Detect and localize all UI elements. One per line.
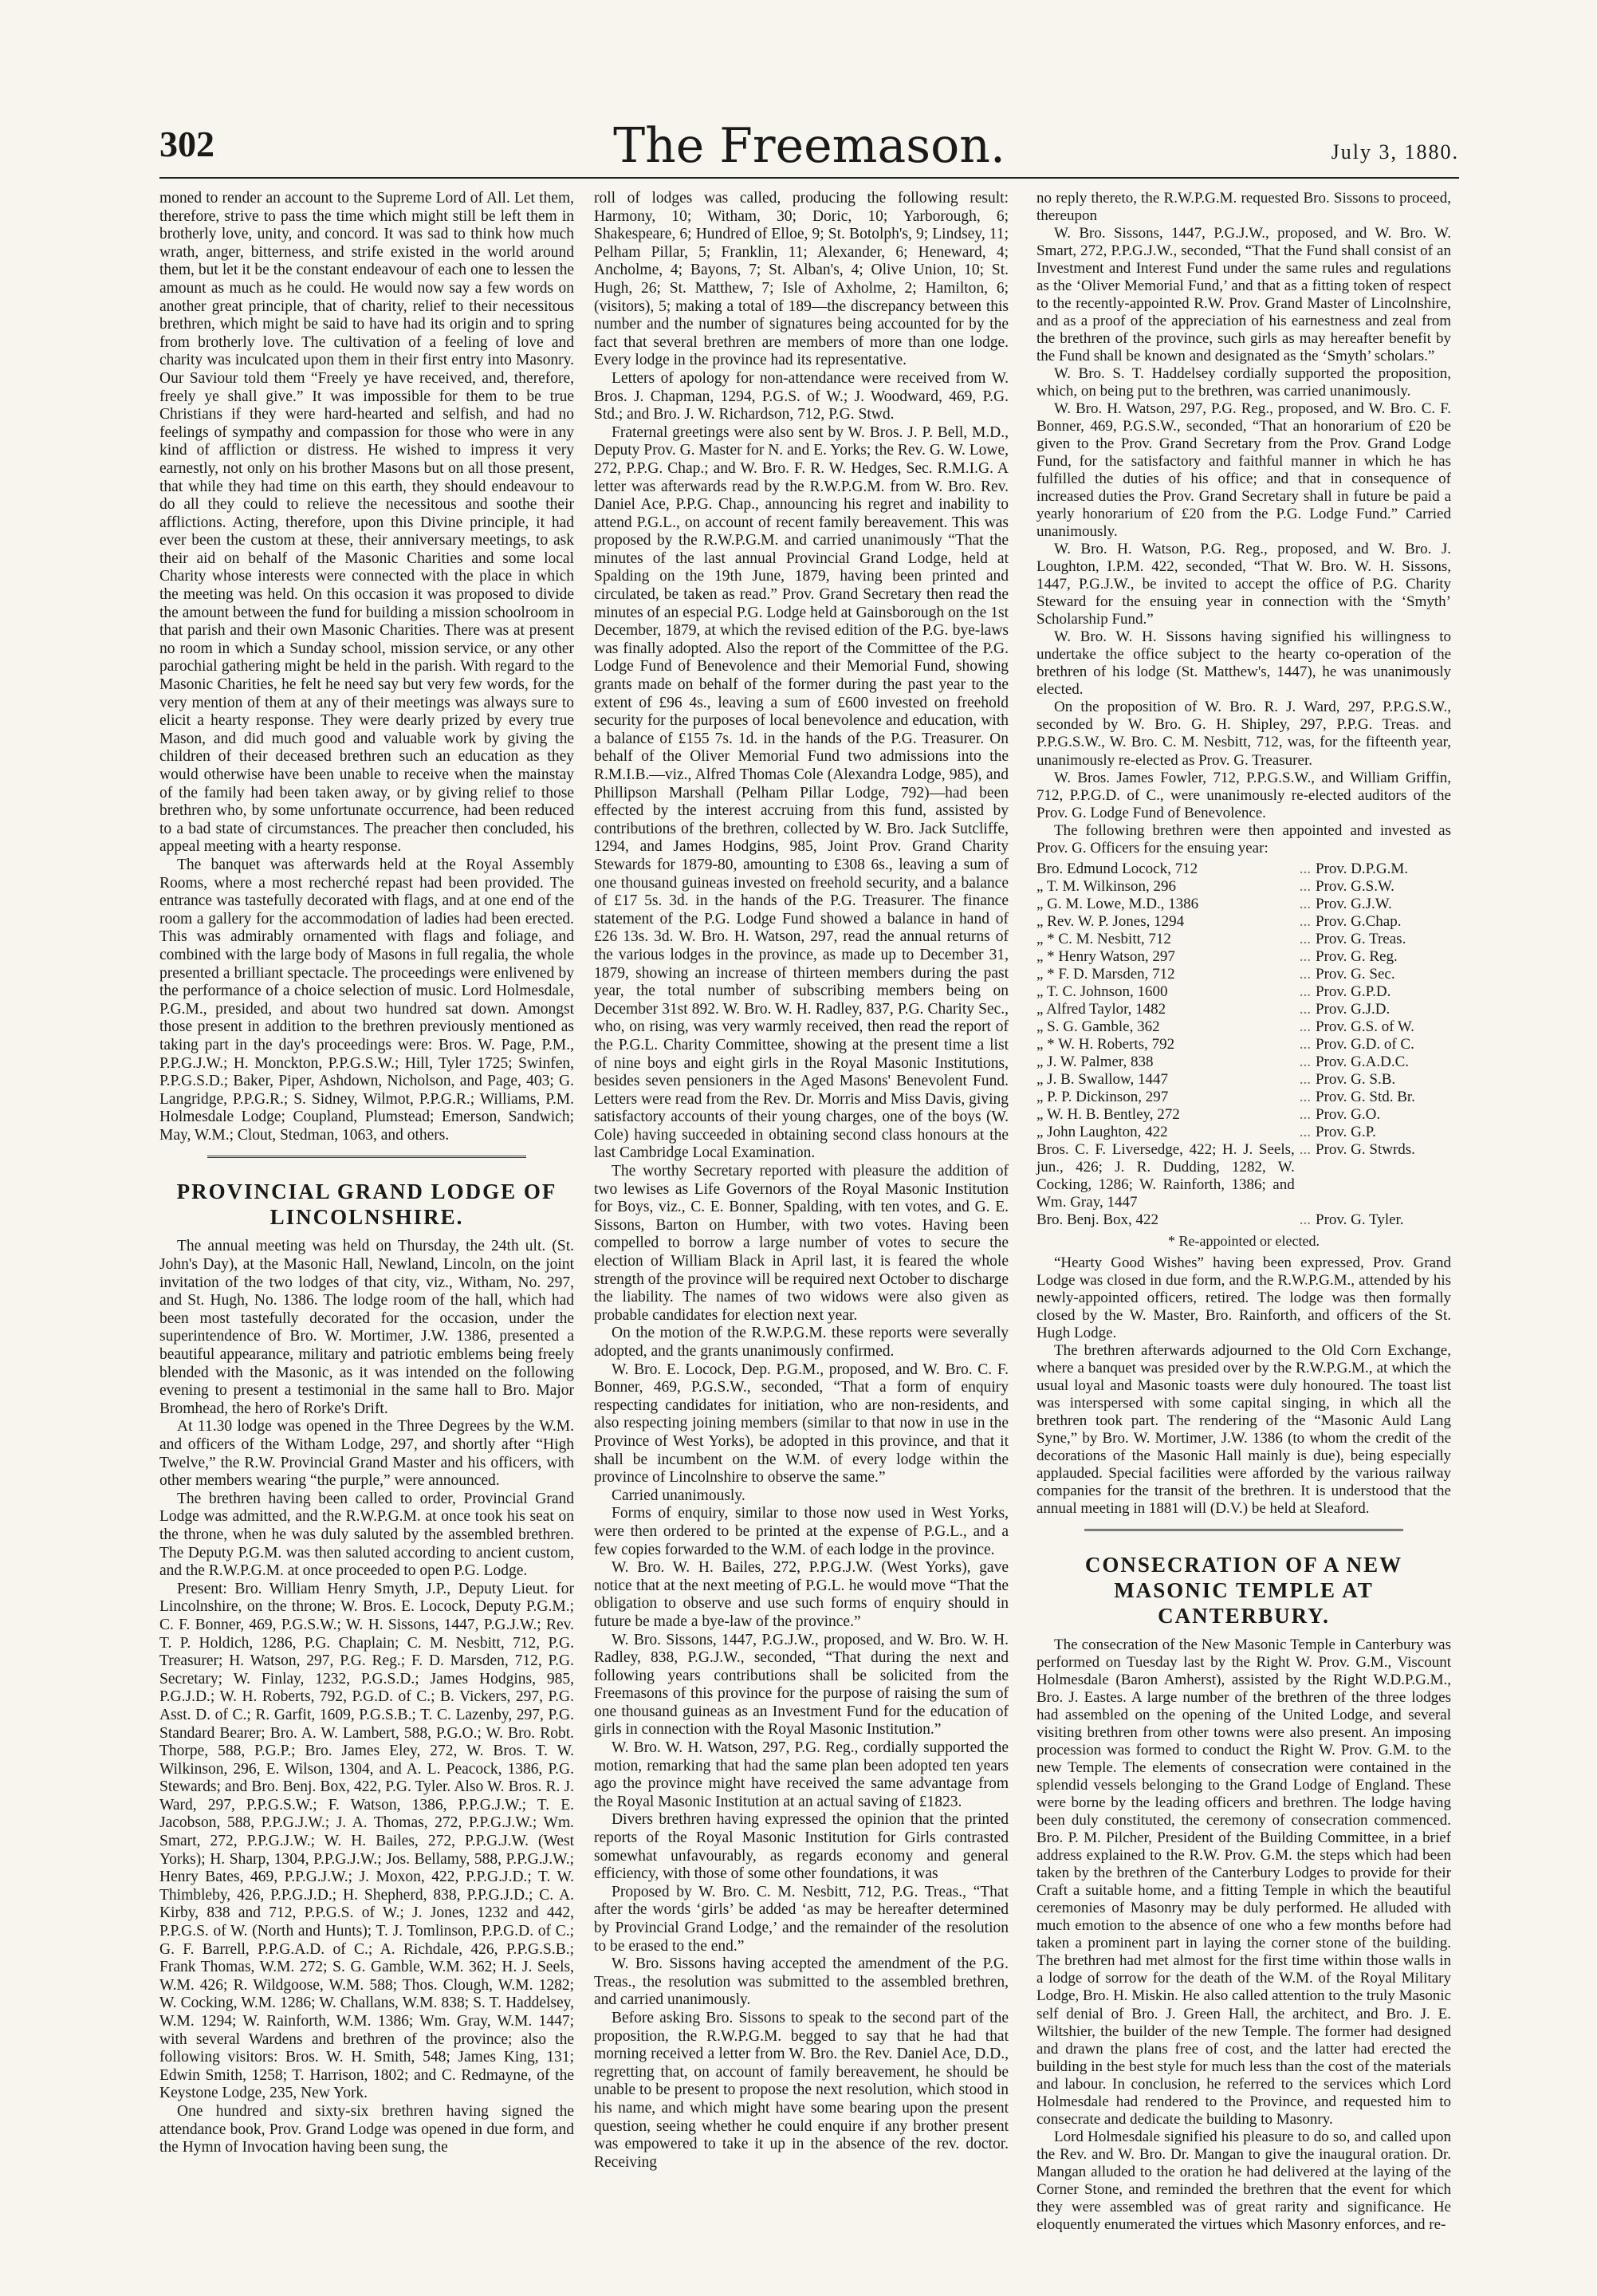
paragraph: W. Bro. Sissons, 1447, P.G.J.W., proposed, and W. Bro. W. H. Radley, 838, P.G.J.W., seconded, “That during the next and following years contributions shall be solicited from the Freemasons of this province for the purpose of raising the sum of one thousand guineas as an Investment Fund for the education of girls in connection with the Royal Masonic Institution.” — [594, 1631, 1009, 1739]
officers-footnote: * Re-appointed or elected. — [1168, 1232, 1320, 1249]
paragraph: “Hearty Good Wishes” having been expressed, Prov. Grand Lodge was closed in due form, and the R.W.P.G.M., attended by his newly-appointed officers, retired. The lodge was then formally closed by the W. Master, Bro. Rainforth, and officers of the St. Hugh Lodge. — [1036, 1254, 1451, 1341]
officer-office: Prov. G.J.W. — [1316, 895, 1392, 912]
column-3 — [1036, 190, 1451, 2234]
officer-office: Prov. G. Tyler. — [1316, 1211, 1404, 1228]
paragraph: W. Bro. S. T. Haddelsey cordially supported the proposition, which, on being put to the brethren, was carried unanimously. — [1036, 365, 1451, 400]
officer-row — [1036, 1036, 1451, 1053]
paragraph: The banquet was afterwards held at the Royal Assembly Rooms, where a most recherché repast had been provided. The entrance was tastefully decorated with flags, and at one end of the room a gallery for the accommodation of ladies had been erected. This was admirably ornamented with flags and foliage, and combined with the large body of Masons in full regalia, the whole presented a brilliant spectacle. The proceedings were enlivened by the performance of a choice selection of music. Lord Holmesdale, P.G.M., presided, and about two hundred sat down. Amongst those present in addition to the brethren previously mentioned as taking part in the day's proceedings were: Bros. W. Page, P.M., P.P.G.J.W.; H. Monckton, P.P.G.S.W.; Hill, Tyler 1725; Swinfen, P.P.G.S.D.; Baker, Piper, Ashdown, Nicholson, and Page, 403; G. Langridge, P.P.G.R.; S. Sidney, Wilmot, P.P.G.R.; Williams, P.M. Holmesdale Lodge; Coupland, Plumstead; Emerson, Sandwich; May, W.M.; Clout, Stedman, 1063, and others. — [159, 856, 574, 1144]
leader-dots: ... — [1299, 1035, 1311, 1053]
officer-row — [1036, 1106, 1451, 1124]
leader-dots: ... — [1299, 1070, 1311, 1088]
officer-name: „ * F. D. Marsden, 712 — [1036, 965, 1175, 983]
heading-lincolnshire: PROVINCIAL GRAND LODGE OF LINCOLNSHIRE. — [176, 1180, 557, 1230]
paragraph: The consecration of the New Masonic Temple in Canterbury was performed on Tuesday last by the Right W. Prov. G.M., Viscount Holmesdale (Baron Amherst), assisted by the Right W.D.P.G.M., Bro. J. Eastes. A large number of the brethren of the three lodges had assembled on the opening of the United Lodge, and several visiting brethren from other towns were also present. An imposing procession was formed to conduct the Right W. Prov. G.M. to the new Temple. The elements of consecration were contained in the splendid vessels belonging to the Grand Lodge of England. These were borne by the leading officers and brethren. The lodge having been duly constituted, the ceremony of consecration commenced. Bro. P. M. Pilcher, President of the Building Committee, in a brief address explained to the R.W. Prov. G.M. the steps which had been taken by the brethren of the Canterbury Lodges to provide for their Craft a suitable home, and a fitting Temple in which the beautiful ceremonies of Masonry may be duly performed. He alluded with much emotion to the absence of one who a few months before had taken a prominent part in laying the corner stone of the building. The brethren had met almost for the first time within those walls in a lodge of sorrow for the death of the W.M. of the Royal Military Lodge, Bro. H. Miskin. He also called attention to the truly Masonic self denial of Bro. J. Green Hall, the architect, and Bro. J. E. Wiltshier, the builder of the new Temple. The former had designed and drawn the plans free of cost, and the latter had erected the building in the best style for much less than the cost of the materials and labour. In conclusion, he referred to the services which Lord Holmesdale had rendered to the Province, and requested him to consecrate and dedicate the building to Masonry. — [1036, 1636, 1451, 2128]
officer-name: „ Rev. W. P. Jones, 1294 — [1036, 912, 1185, 930]
paragraph: Divers brethren having expressed the opinion that the printed reports of the Royal Masonic Institution for Girls contrasted somewhat unfavourably, as regards economy and general efficiency, with those of some other foundations, it was — [594, 1811, 1009, 1883]
officer-name: „ T. C. Johnson, 1600 — [1036, 983, 1168, 1000]
officer-row — [1036, 1141, 1451, 1211]
section-divider — [207, 1156, 526, 1158]
officer-row — [1036, 1124, 1451, 1141]
masthead-rule — [159, 177, 1459, 179]
leader-dots: ... — [1299, 983, 1311, 1000]
officer-name: Bros. C. F. Liversedge, 422; H. J. Seels, jun., 426; J. R. Dudding, 1282, W. Cocking, 1286; W. Rainforth, 1386; and Wm. Gray, 1447 — [1036, 1140, 1295, 1211]
leader-dots: ... — [1299, 1123, 1311, 1140]
paragraph: roll of lodges was called, producing the following result: Harmony, 10; Witham, 30; Doric, 10; Yarborough, 6; Shakespeare, 6; Hundred of Elloe, 9; St. Botolph's, 9; Lindsey, 11; Pelham Pillar, 5; Franklin, 11; Alexander, 6; Heneward, 4; Ancholme, 4; Bayons, 7; St. Alban's, 4; Olive Union, 10; St. Hugh, 26; St. Matthew, 7; Isle of Axholme, 2; Hamilton, 6; (visitors), 5; making a total of 189—the discrepancy between this number and the number of signatures being accounted for by the fact that several brethren are members of more than one lodge. Every lodge in the province had its representative. — [594, 190, 1009, 369]
paragraph: W. Bro. H. Watson, P.G. Reg., proposed, and W. Bro. J. Loughton, I.P.M. 422, seconded, “That W. Bro. W. H. Sissons, 1447, P.G.J.W., be invited to accept the office of P.G. Charity Steward for the ensuing year in connection with the ‘Smyth’ Scholarship Fund.” — [1036, 541, 1451, 628]
leader-dots: ... — [1299, 947, 1311, 965]
officer-row — [1036, 861, 1451, 878]
leader-dots: ... — [1299, 860, 1311, 877]
officer-name: „ T. M. Wilkinson, 296 — [1036, 877, 1176, 895]
leader-dots: ... — [1299, 1053, 1311, 1070]
officer-row — [1036, 1071, 1451, 1089]
officer-name: „ * Henry Watson, 297 — [1036, 947, 1175, 965]
officer-row — [1036, 1089, 1451, 1106]
officer-office: Prov. G.P.D. — [1316, 983, 1391, 1000]
leader-dots: ... — [1299, 965, 1311, 983]
officer-row — [1036, 1001, 1451, 1018]
officer-row — [1036, 1053, 1451, 1071]
leader-dots: ... — [1299, 1105, 1311, 1123]
column-1 — [159, 190, 574, 2157]
officer-row — [1036, 1018, 1451, 1036]
officer-name: „ * C. M. Nesbitt, 712 — [1036, 930, 1171, 947]
column-2 — [594, 190, 1009, 2172]
officer-name: „ J. W. Palmer, 838 — [1036, 1053, 1154, 1070]
leader-dots: ... — [1299, 1018, 1311, 1035]
officer-row — [1036, 931, 1451, 948]
officer-row — [1036, 1211, 1451, 1229]
heading-canterbury: CONSECRATION OF A NEW MASONIC TEMPLE AT CANTERBURY. — [1084, 1553, 1403, 1628]
leader-dots: ... — [1299, 895, 1311, 912]
paragraph: At 11.30 lodge was opened in the Three Degrees by the W.M. and officers of the Witham Lodge, 297, and shortly after “High Twelve,” the R.W. Provincial Grand Master and his officers, with other members wearing “the purple,” were announced. — [159, 1418, 574, 1490]
officer-office: Prov. G. S.B. — [1316, 1070, 1396, 1088]
paragraph: no reply thereto, the R.W.P.G.M. requested Bro. Sissons to proceed, thereupon — [1036, 190, 1451, 225]
officer-office: Prov. G. Reg. — [1316, 947, 1398, 965]
page-number: 302 — [159, 124, 214, 164]
leader-dots: ... — [1299, 912, 1311, 930]
officer-office: Prov. G.Chap. — [1316, 912, 1402, 930]
paragraph: Letters of apology for non-attendance were received from W. Bros. J. Chapman, 1294, P.G.S. of W.; J. Woodward, 469, P.G. Std.; and Bro. J. W. Richardson, 712, P.G. Stwd. — [594, 369, 1009, 423]
paragraph: Present: Bro. William Henry Smyth, J.P., Deputy Lieut. for Lincolnshire, on the throne; W. Bros. E. Locock, Deputy P.G.M.; C. F. Bonner, 469, P.G.S.W.; W. H. Sissons, 1447, P.G.J.W.; Rev. T. P. Holdich, 1286, P.G. Chaplain; C. M. Nesbitt, 712, P.G. Treasurer; H. Watson, 297, P.G. Reg.; F. D. Marsden, 712, P.G. Secretary; W. Finlay, 1232, P.G.S.D.; James Hodgins, 985, P.G.J.D.; W. H. Roberts, 792, P.G.D. of C.; B. Vickers, 297, P.G. Asst. D. of C.; R. Garfit, 1609, P.G.S.B.; T. C. Lazenby, 297, P.G. Standard Bearer; Bro. A. W. Lambert, 588, P.G.O.; W. Bro. Robt. Thorpe, 588, P.G.P.; Bro. James Eley, 272, W. Bros. T. W. Wilkinson, 296, E. Wilson, 1304, and A. L. Peacock, 1386, P.G. Stewards; and Bro. Benj. Box, 422, P.G. Tyler. Also W. Bros. R. J. Ward, 297, P.P.G.S.W.; F. Watson, 1386, P.P.G.J.W.; T. E. Jacobson, 588, P.P.G.J.W.; J. A. Thomas, 272, P.P.G.J.W.; Wm. Smart, 272, P.P.G.J.W.; W. H. Bailes, 272, P.P.G.J.W. (West Yorks); H. Sharp, 1304, P.P.G.J.W.; Jos. Bellamy, 588, P.P.G.J.W.; Henry Bates, 469, P.P.G.J.W.; J. Moxon, 422, P.P.G.J.D.; T. W. Thimbleby, 426, P.P.G.J.D.; H. Shepherd, 838, P.P.G.J.D.; C. A. Kirby, 838 and 712, P.P.G.S. of W.; J. Jones, 1232 and 442, P.P.G.S. of W. (North and Hunts); T. J. Tomlinson, P.P.G.D. of C.; G. F. Barrell, P.P.G.A.D. of C.; A. Richdale, 426, P.P.G.S.B.; Frank Thomas, W.M. 272; S. G. Gamble, W.M. 362; H. J. Seels, W.M. 426; R. Wildgoose, W.M. 588; Thos. Clough, W.M. 1282; W. Cocking, W.M. 1286; W. Challans, W.M. 838; S. T. Haddelsey, W.M. 1294; W. Rainforth, W.M. 1386; Wm. Gray, W.M. 1447; with several Wardens and brethren of the province; also the following visitors: Bros. W. H. Smith, 548; James King, 131; Edwin Smith, 1258; T. Harrison, 1802; and C. Redmayne, of the Keystone Lodge, 235, New York. — [159, 1580, 574, 2102]
column-1-top-paragraphs — [159, 190, 574, 1144]
officer-name: „ John Laughton, 422 — [1036, 1123, 1168, 1140]
paragraph: The following brethren were then appointed and invested as Prov. G. Officers for the ensuing year: — [1036, 821, 1451, 857]
officer-name: „ J. B. Swallow, 1447 — [1036, 1070, 1169, 1088]
paragraph: The brethren having been called to order, Provincial Grand Lodge was admitted, and the R.W.P.G.M. at once took his seat on the throne, when he was duly saluted by the assembled brethren. The Deputy P.G.M. was then saluted according to ancient custom, and the R.W.P.G.M. at once proceeded to open P.G. Lodge. — [159, 1490, 574, 1580]
paragraph: On the motion of the R.W.P.G.M. these reports were severally adopted, and the grants unanimously confirmed. — [594, 1325, 1009, 1360]
officer-name: „ * W. H. Roberts, 792 — [1036, 1035, 1175, 1053]
paragraph: Fraternal greetings were also sent by W. Bros. J. P. Bell, M.D., Deputy Prov. G. Master for N. and E. Yorks; the Rev. G. W. Lowe, 272, P.P.G. Chap.; and W. Bro. F. R. W. Hedges, Sec. R.M.I.G. A letter was afterwards read by the R.W.P.G.M. from W. Bro. Rev. Daniel Ace, P.P.G. Chap., announcing his regret and inability to attend P.G.L., on account of recent family bereavement. This was proposed by the R.W.P.G.M. and carried unanimously “That the minutes of the last annual Provincial Grand Lodge, held at Spalding on the 19th June, 1879, having been printed and circulated, be taken as read.” Prov. Grand Secretary then read the minutes of an especial P.G. Lodge held at Gainsborough on the 1st December, 1879, at which the revised edition of the P.G. bye-laws was finally adopted. Also the report of the Committee of the P.G. Lodge Fund of Benevolence and their Memorial Fund, showing grants made on behalf of the former during the past year to the extent of £96 4s., leaving a sum of £600 invested on freehold security for the purposes of local benevolence and education, with a balance of £155 7s. 1d. in the hands of the P.G. Treasurer. On behalf of the Oliver Memorial Fund two admissions into the R.M.I.B.—viz., Alfred Thomas Cole (Alexandra Lodge, 985), and Phillipson Marshall (Pelham Pillar Lodge, 792)—had been effected by the interest accruing from this fund, assisted by contributions of the brethren, collected by W. Bro. Jack Sutcliffe, 1294, and James Hodgins, 985, Joint Prov. Grand Charity Stewards for 1879-80, amounting to £308 6s., leaving a sum of one thousand guineas invested on freehold security, and a balance of £17 5s. 3d. in the hands of the P.G. Treasurer. The finance statement of the P.G. Lodge Fund showed a balance in hand of £26 13s. 3d. W. Bro. H. Watson, 297, read the annual returns of the various lodges in the province, as made up to December 31, 1879, showing an increase of thirteen members during the past year, the total number of subscribing members being on December 31st 892. W. Bro. W. H. Radley, 837, P.G. Charity Sec., who, on rising, was very warmly received, then read the report of the P.G.L. Charity Committee, showing at the present time a list of nine boys and eight girls in the Royal Masonic Institutions, besides seven pensioners in the Aged Masons' Benevolent Fund. Letters were read from the Rev. Dr. Morris and Miss Davis, giving satisfactory accounts of their young charges, one of the boys (W. Cole) having succeeded in obtaining second class honours at the last Cambridge Local Examination. — [594, 423, 1009, 1162]
paragraph: W. Bro. W. H. Bailes, 272, P.P.G.J.W. (West Yorks), gave notice that at the next meeting of P.G.L. he would move “That the obligation to observe and use such forms of enquiry should in future be made a bye-law of the province.” — [594, 1559, 1009, 1630]
masthead — [159, 120, 1459, 175]
paragraph: The annual meeting was held on Thursday, the 24th ult. (St. John's Day), at the Masonic Hall, Newland, Lincoln, on the joint invitation of the two lodges of that city, viz., Witham, No. 297, and St. Hugh, No. 1386. The lodge room of the hall, which had been most tastefully decorated for the occasion, under the superintendence of Bro. W. Mortimer, J.W. 1386, presented a beautiful appearance, military and patriotic emblems being freely blended with the Masonic, as it was intended on the following evening to present a testimonial in the same hall to Bro. Major Bromhead, the hero of Rorke's Drift. — [159, 1238, 574, 1417]
officer-office: Prov. G. Stwrds. — [1316, 1140, 1415, 1158]
officer-office: Prov. G.J.D. — [1316, 1000, 1390, 1018]
officer-name: „ G. M. Lowe, M.D., 1386 — [1036, 895, 1199, 912]
officer-name: „ Alfred Taylor, 1482 — [1036, 1000, 1166, 1018]
column-3-mid-paragraphs — [1036, 1254, 1451, 1518]
officer-name: Bro. Edmund Locock, 712 — [1036, 860, 1198, 877]
leader-dots: ... — [1299, 1088, 1311, 1105]
paragraph: The worthy Secretary reported with pleasure the addition of two lewises as Life Governors of the Royal Masonic Institution for Boys, viz., C. E. Bonner, Spalding, with ten votes, and G. E. Sissons, Barton on Humber, with two votes. Having been compelled to borrow a large number of votes to secure the election of William Black in April last, it is feared the whole strength of the province will be required next October to discharge the liability. The names of two widows were also given as probable candidates for election next year. — [594, 1163, 1009, 1324]
paragraph: Forms of enquiry, similar to those now used in West Yorks, were then ordered to be printed at the expense of P.G.L., and a few copies forwarded to the W.M. of each lodge in the province. — [594, 1505, 1009, 1558]
newspaper-title: The Freemason. — [613, 118, 1005, 174]
issue-date: July 3, 1880. — [1331, 140, 1459, 163]
paragraph: moned to render an account to the Supreme Lord of All. Let them, therefore, strive to pass the time which might still be left them in brotherly love, unity, and concord. It was sad to think how much wrath, anger, bitterness, and strife existed in the world around them, but let it be the constant endeavour of each one to lessen the amount as much as he could. He would now say a few words on another great principle, that of charity, relief to their necessitous brethren, which might be said to have had its origin and to spring from brotherly love. The cultivation of a feeling of love and charity was inculcated upon them in their first entry into Masonry. Our Saviour told them “Freely ye have received, and, therefore, freely ye shall give.” It was impossible for them to be true Christians if they were hard-hearted and selfish, and had no feelings of sympathy and compassion for those who were in any kind of affliction or distress. He wished to impress it very earnestly, not only on his brother Masons but on all those present, that while they had time on this earth, they should endeavour to do all they could to relieve the necessitous and soothe their afflictions. Acting, therefore, upon this Divine principle, it had ever been the custom at these, their anniversary meetings, to ask their aid on behalf of the Masonic Charities and some local Charity whose interests were connected with the place in which the meeting was held. On this occasion it was proposed to divide the amount between the fund for building a mission schoolroom in that parish and their own Masonic Charities. There was at present no room in which a Sunday school, mission service, or any other parochial gathering might be held in the parish. With regard to the Masonic Charities, he felt he need say but very few words, for the very mention of them at any of their meetings was always sure to elicit a hearty response. They were dearly prized by every true Mason, and did much good and valuable work by giving the children of their deceased brethren such an education as they would otherwise have been unable to receive when the mainstay of the family had been taken away, or by giving relief to those brethren who, by some unfortunate occurrence, had been reduced to a bad state of circumstances. The preacher then concluded, his appeal meeting with a hearty response. — [159, 190, 574, 856]
column-2-paragraphs — [594, 190, 1009, 2172]
officer-name: „ S. G. Gamble, 362 — [1036, 1018, 1160, 1035]
paragraph: Before asking Bro. Sissons to speak to the second part of the proposition, the R.W.P.G.M. begged to say that he had that morning received a letter from W. Bro. the Rev. Daniel Ace, D.D., regretting that, on account of family bereavement, he should be unable to be present to propose the next resolution, which stood in his name, and which might have some bearing upon the present question, seeing whether he could enquire if any brother present was empowered to take it up in the absence of the rev. doctor. Receiving — [594, 2009, 1009, 2171]
officer-office: Prov. G.S.W. — [1316, 877, 1394, 895]
leader-dots: ... — [1299, 1211, 1311, 1228]
paragraph: W. Bro. H. Watson, 297, P.G. Reg., proposed, and W. Bro. C. F. Bonner, 469, P.G.S.W., seconded, “That an honorarium of £20 be given to the Prov. Grand Secretary from the Prov. Grand Lodge Fund, for the satisfactory and faithful manner in which he has fulfilled the duties of his office; and that in consequence of increased duties the Prov. Grand Secretary shall in future be paid a yearly honorarium of £20 from the P.G. Lodge Fund.” Carried unanimously. — [1036, 400, 1451, 541]
officer-name: „ P. P. Dickinson, 297 — [1036, 1088, 1169, 1105]
paragraph: W. Bro. Sissons, 1447, P.G.J.W., proposed, and W. Bro. W. Smart, 272, P.P.G.J.W., seconded, “That the Fund shall consist of an Investment and Interest Fund under the same rules and regulations as the ‘Oliver Memorial Fund,’ and that as a fitting token of respect to the recently-appointed R.W. Prov. Grand Master of Lincolnshire, and as a proof of the appreciation of his earnestness and zeal from the brethren of the province, such girls as may hereafter benefit by the Fund shall be known and designated as the ‘Smyth’ scholars.” — [1036, 225, 1451, 365]
column-1-bottom-paragraphs — [159, 1238, 574, 2156]
officer-row — [1036, 913, 1451, 931]
paragraph: W. Bro. W. H. Watson, 297, P.G. Reg., cordially supported the motion, remarking that had the same plan been adopted ten years ago the province might have received the same advantage from the Royal Masonic Institution at an actual saving of £1823. — [594, 1739, 1009, 1810]
officer-row — [1036, 948, 1451, 966]
leader-dots: ... — [1299, 877, 1311, 895]
paragraph: W. Bros. James Fowler, 712, P.P.G.S.W., and William Griffin, 712, P.P.G.D. of C., were unanimously re-elected auditors of the Prov. G. Lodge Fund of Benevolence. — [1036, 769, 1451, 821]
paragraph: On the proposition of W. Bro. R. J. Ward, 297, P.P.G.S.W., seconded by W. Bro. G. H. Shipley, 297, P.P.G. Treas. and P.P.G.S.W., W. Bro. C. M. Nesbitt, 712, was, for the fifteenth year, unanimously re-elected as Prov. G. Treasurer. — [1036, 699, 1451, 769]
officer-office: Prov. G.O. — [1316, 1105, 1381, 1123]
section-divider — [1084, 1529, 1403, 1531]
column-3-bottom-paragraphs — [1036, 1636, 1451, 2234]
paragraph: The brethren afterwards adjourned to the Old Corn Exchange, where a banquet was presided over by the R.W.P.G.M., at which the usual loyal and Masonic toasts were duly honoured. The toast list was interspersed with some capital singing, in which all the brethren took part. The rendering of the “Masonic Auld Lang Syne,” by Bro. W. Mortimer, J.W. 1386 (to whom the credit of the decorations of the Masonic Hall mainly is due), being especially applauded. Special facilities were afforded by the various railway companies for the transit of the brethren. It is understood that the annual meeting in 1881 will (D.V.) be held at Sleaford. — [1036, 1342, 1451, 1518]
leader-dots: ... — [1299, 1140, 1311, 1158]
officer-office: Prov. G.S. of W. — [1316, 1018, 1414, 1035]
paragraph: Lord Holmesdale signified his pleasure to do so, and called upon the Rev. and W. Bro. Dr. Mangan to give the inaugural oration. Dr. Mangan alluded to the oration he had delivered at the laying of the Corner Stone, and reminded the brethren that the event for which they were assembled was of great rarity and significance. He eloquently enumerated the virtues which Masonry enforces, and re- — [1036, 2128, 1451, 2233]
leader-dots: ... — [1299, 1000, 1311, 1018]
paragraph: W. Bro. E. Locock, Dep. P.G.M., proposed, and W. Bro. C. F. Bonner, 469, P.G.S.W., seconded, “That a form of enquiry respecting candidates for initiation, who are non-residents, and also respecting joining members (similar to that now in use in the Province of West Yorks), be adopted in this province, and that it shall be incumbent on the W.M. of every lodge within the province of Lincolnshire to observe the same.” — [594, 1361, 1009, 1487]
officer-office: Prov. G. Std. Br. — [1316, 1088, 1415, 1105]
officers-list — [1036, 861, 1451, 1229]
paragraph: Proposed by W. Bro. C. M. Nesbitt, 712, P.G. Treas., “That after the words ‘girls’ be added ‘as may be hereafter determined by Provincial Grand Lodge,’ and the remainder of the resolution to be erased to the end.” — [594, 1883, 1009, 1955]
officer-office: Prov. G. Treas. — [1316, 930, 1406, 947]
officer-row — [1036, 878, 1451, 896]
paragraph: W. Bro. W. H. Sissons having signified his willingness to undertake the office subject to the hearty co-operation of the brethren of his lodge (St. Matthew's, 1447), he was unanimously elected. — [1036, 628, 1451, 699]
officer-row — [1036, 966, 1451, 983]
officer-office: Prov. G. Sec. — [1316, 965, 1395, 983]
paragraph: W. Bro. Sissons having accepted the amendment of the P.G. Treas., the resolution was submitted to the assembled brethren, and carried unanimously. — [594, 1955, 1009, 2009]
officer-office: Prov. D.P.G.M. — [1316, 860, 1408, 877]
column-3-top-paragraphs — [1036, 190, 1451, 857]
officer-row — [1036, 896, 1451, 913]
paragraph: One hundred and sixty-six brethren having signed the attendance book, Prov. Grand Lodge was opened in due form, and the Hymn of Invocation having been sung, the — [159, 2102, 574, 2156]
officer-office: Prov. G.D. of C. — [1316, 1035, 1414, 1053]
leader-dots: ... — [1299, 930, 1311, 947]
officer-row — [1036, 983, 1451, 1001]
officer-name: „ W. H. B. Bentley, 272 — [1036, 1105, 1180, 1123]
paragraph: Carried unanimously. — [612, 1487, 745, 1504]
officer-office: Prov. G.A.D.C. — [1316, 1053, 1409, 1070]
officer-name: Bro. Benj. Box, 422 — [1036, 1211, 1159, 1228]
officer-office: Prov. G.P. — [1316, 1123, 1376, 1140]
